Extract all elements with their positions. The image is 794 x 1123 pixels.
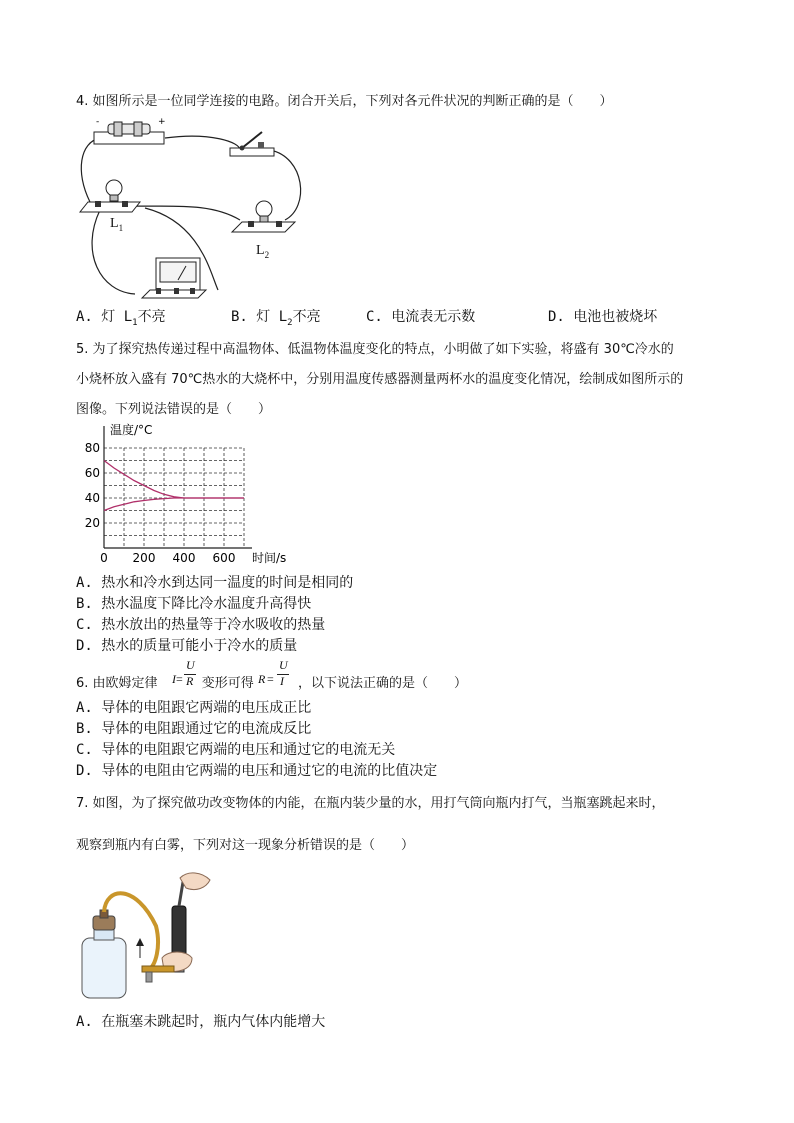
q7-bottle-pump-figure bbox=[76, 866, 226, 1002]
formula2-eq: = bbox=[267, 672, 274, 686]
q5-temperature-chart bbox=[74, 420, 314, 570]
chart-series-hot-water bbox=[104, 461, 244, 499]
battery-plus-label: + bbox=[158, 117, 166, 127]
lamp1-label: $L_1$ bbox=[110, 216, 124, 233]
q7-option-a: A. 在瓶塞未跳起时，瓶内气体内能增大 bbox=[76, 1014, 326, 1030]
q4-circuit-figure bbox=[70, 112, 330, 304]
lamp2-label: $L_2$ bbox=[256, 243, 270, 260]
formula1-eq: = bbox=[176, 672, 183, 686]
q4-stem: 4. 如图所示是一位同学连接的电路。闭合开关后，下列对各元件状况的判断正确的是（ ） bbox=[76, 94, 613, 109]
q7-stem-line2: 观察到瓶内有白雾，下列对这一现象分析错误的是（ ） bbox=[76, 838, 415, 853]
q4-option-c: C. 电流表无示数 bbox=[366, 309, 476, 325]
q5-stem-line1: 5. 为了探究热传递过程中高温物体、低温物体温度变化的特点，小明做了如下实验，将盛有 30℃冷水的 bbox=[76, 342, 674, 357]
q6-option-a: A. 导体的电阻跟它两端的电压成正比 bbox=[76, 700, 312, 716]
formula1-den: R bbox=[186, 674, 194, 688]
chart-y-tick-label: 40 bbox=[84, 491, 100, 505]
formula2-den: I bbox=[280, 674, 284, 688]
q5-option-a: A. 热水和冷水到达同一温度的时间是相同的 bbox=[76, 575, 354, 591]
chart-y-tick-label: 60 bbox=[84, 466, 100, 480]
chart-xlabel: 时间/s bbox=[252, 551, 287, 565]
battery-minus-label: - bbox=[96, 117, 100, 127]
chart-x-tick-label: 200 bbox=[132, 551, 156, 565]
chart-y-tick-label: 20 bbox=[84, 516, 100, 530]
formula2-num: U bbox=[279, 658, 288, 672]
formula1-lhs: I bbox=[172, 672, 176, 686]
chart-y-tick-label: 80 bbox=[84, 441, 100, 455]
formula1-num: U bbox=[186, 658, 195, 672]
formula2-lhs: R bbox=[258, 672, 266, 686]
q5-option-c: C. 热水放出的热量等于冷水吸收的热量 bbox=[76, 617, 326, 633]
q4-option-b: B. 灯 $L_2$不亮 bbox=[231, 309, 321, 328]
q4-option-d: D. 电池也被烧坏 bbox=[548, 309, 658, 325]
q5-stem-line3: 图像。下列说法错误的是（ ） bbox=[76, 402, 272, 417]
chart-x-tick-label: 400 bbox=[172, 551, 196, 565]
chart-ticks bbox=[85, 441, 236, 565]
q5-stem-line2: 小烧杯放入盛有 70℃热水的大烧杯中，分别用温度传感器测量两杯水的温度变化情况，绘制成如图所示的 bbox=[76, 372, 684, 387]
q7-stem-line1: 7. 如图，为了探究做功改变物体的内能，在瓶内装少量的水，用打气筒向瓶内打气，当瓶塞跳起来时， bbox=[76, 796, 665, 811]
q6-option-c: C. 导体的电阻跟它两端的电压和通过它的电流无关 bbox=[76, 742, 396, 758]
chart-x-tick-label: 0 bbox=[100, 551, 108, 565]
chart-series-cold-water bbox=[104, 498, 244, 511]
q4-options bbox=[76, 306, 716, 326]
q6-option-b: B. 导体的电阻跟通过它的电流成反比 bbox=[76, 721, 312, 737]
chart-x-tick-label: 600 bbox=[212, 551, 236, 565]
q5-option-b: B. 热水温度下降比冷水温度升高得快 bbox=[76, 596, 312, 612]
q5-option-d: D. 热水的质量可能小于冷水的质量 bbox=[76, 638, 298, 654]
q6-option-d: D. 导体的电阻由它两端的电压和通过它的电流的比值决定 bbox=[76, 763, 438, 779]
q6-stem: 6. 由欧姆定律 变形可得 ，以下说法正确的是（ ） bbox=[76, 676, 467, 691]
q4-option-a: A. 灯 $L_1$不亮 bbox=[76, 309, 166, 328]
chart-ylabel: 温度/°C bbox=[110, 423, 153, 437]
